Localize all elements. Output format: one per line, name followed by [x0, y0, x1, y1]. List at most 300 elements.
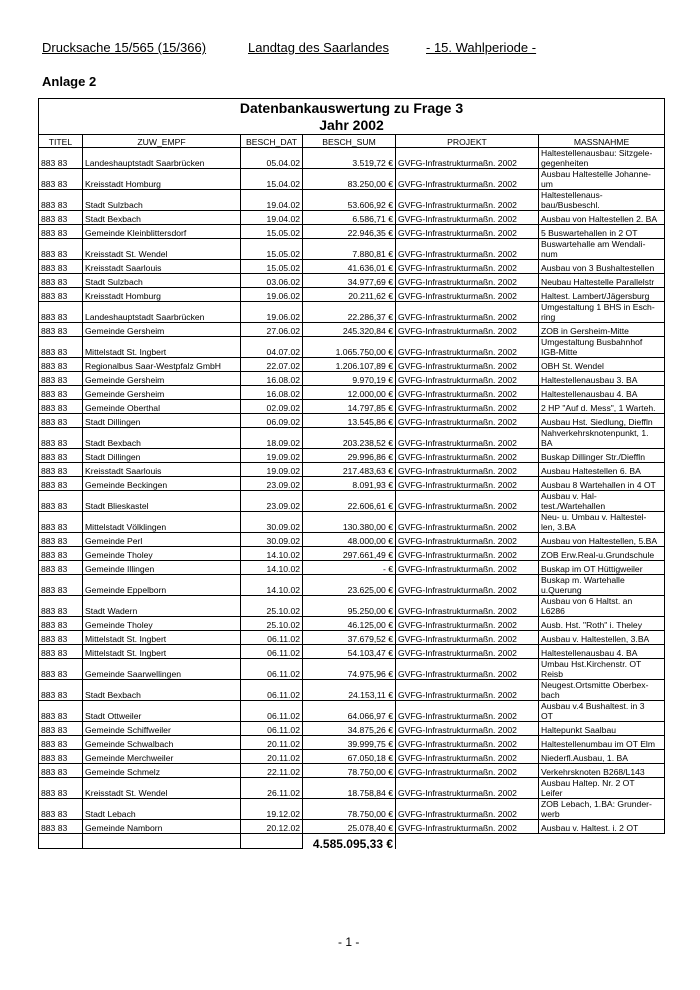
cell-empfaenger: Mittelstadt St. Ingbert	[83, 631, 241, 645]
cell-massnahme: Umbau Hst.Kirchenstr. OT Reisb	[539, 659, 665, 680]
cell-datum: 30.09.02	[241, 533, 303, 547]
cell-summe: 67.050,18 €	[303, 750, 396, 764]
cell-projekt: GVFG-Infrastrukturmaßn. 2002	[396, 596, 539, 617]
cell-summe: 25.078,40 €	[303, 820, 396, 834]
cell-summe: 14.797,85 €	[303, 400, 396, 414]
cell-titel: 883 83	[39, 463, 83, 477]
cell-summe: 9.970,19 €	[303, 372, 396, 386]
cell-massnahme: Niederfl.Ausbau, 1. BA	[539, 750, 665, 764]
header-period: - 15. Wahlperiode -	[426, 40, 537, 55]
total-sum: 4.585.095,33 €	[303, 834, 396, 849]
cell-summe: 54.103,47 €	[303, 645, 396, 659]
cell-projekt: GVFG-Infrastrukturmaßn. 2002	[396, 337, 539, 358]
table-row	[39, 722, 665, 736]
table-row	[39, 288, 665, 302]
cell-massnahme: OBH St. Wendel	[539, 358, 665, 372]
cell-empfaenger: Stadt Ottweiler	[83, 701, 241, 722]
cell-summe: 8.091,93 €	[303, 477, 396, 491]
cell-massnahme: Umgestaltung Busbahnhof IGB-Mitte	[539, 337, 665, 358]
cell-summe: 23.625,00 €	[303, 575, 396, 596]
cell-projekt: GVFG-Infrastrukturmaßn. 2002	[396, 225, 539, 239]
table-row	[39, 274, 665, 288]
table-row	[39, 617, 665, 631]
cell-summe: 34.977,69 €	[303, 274, 396, 288]
cell-projekt: GVFG-Infrastrukturmaßn. 2002	[396, 575, 539, 596]
cell-summe: 95.250,00 €	[303, 596, 396, 617]
cell-titel: 883 83	[39, 190, 83, 211]
cell-datum: 15.05.02	[241, 239, 303, 260]
cell-datum: 14.10.02	[241, 547, 303, 561]
cell-datum: 06.11.02	[241, 659, 303, 680]
table-row	[39, 302, 665, 323]
cell-titel: 883 83	[39, 575, 83, 596]
table-header-row	[39, 135, 665, 148]
total-blank-cell	[396, 834, 539, 849]
table-row	[39, 596, 665, 617]
cell-empfaenger: Kreisstadt St. Wendel	[83, 239, 241, 260]
cell-titel: 883 83	[39, 323, 83, 337]
cell-titel: 883 83	[39, 288, 83, 302]
cell-massnahme: Ausbau Haltestellen 6. BA	[539, 463, 665, 477]
cell-titel: 883 83	[39, 337, 83, 358]
table-row	[39, 764, 665, 778]
table-row	[39, 750, 665, 764]
cell-projekt: GVFG-Infrastrukturmaßn. 2002	[396, 428, 539, 449]
cell-projekt: GVFG-Infrastrukturmaßn. 2002	[396, 274, 539, 288]
cell-massnahme: ZOB Lebach, 1.BA: Grunder- werb	[539, 799, 665, 820]
cell-datum: 19.04.02	[241, 190, 303, 211]
cell-projekt: GVFG-Infrastrukturmaßn. 2002	[396, 631, 539, 645]
cell-titel: 883 83	[39, 750, 83, 764]
cell-datum: 16.08.02	[241, 386, 303, 400]
cell-datum: 19.09.02	[241, 449, 303, 463]
cell-datum: 14.10.02	[241, 561, 303, 575]
cell-empfaenger: Gemeinde Illingen	[83, 561, 241, 575]
table-row	[39, 337, 665, 358]
cell-datum: 18.09.02	[241, 428, 303, 449]
cell-titel: 883 83	[39, 449, 83, 463]
cell-massnahme: Haltestellenausbau: Sitzgele- gegenheiten	[539, 148, 665, 169]
cell-summe: 1.206.107,89 €	[303, 358, 396, 372]
cell-summe: 74.975,96 €	[303, 659, 396, 680]
cell-massnahme: Buskap Dillinger Str./Dieffln	[539, 449, 665, 463]
cell-titel: 883 83	[39, 778, 83, 799]
cell-empfaenger: Stadt Blieskastel	[83, 491, 241, 512]
cell-titel: 883 83	[39, 491, 83, 512]
cell-titel: 883 83	[39, 400, 83, 414]
cell-projekt: GVFG-Infrastrukturmaßn. 2002	[396, 323, 539, 337]
cell-summe: 203.238,52 €	[303, 428, 396, 449]
cell-empfaenger: Landeshauptstadt Saarbrücken	[83, 302, 241, 323]
cell-summe: 64.066,97 €	[303, 701, 396, 722]
table-row	[39, 323, 665, 337]
cell-projekt: GVFG-Infrastrukturmaßn. 2002	[396, 764, 539, 778]
cell-datum: 23.09.02	[241, 477, 303, 491]
cell-massnahme: Buskap m. Wartehalle u.Querung	[539, 575, 665, 596]
column-header: ZUW_EMPF	[83, 135, 241, 148]
cell-datum: 03.06.02	[241, 274, 303, 288]
cell-projekt: GVFG-Infrastrukturmaßn. 2002	[396, 820, 539, 834]
cell-datum: 19.06.02	[241, 288, 303, 302]
cell-summe: 78.750,00 €	[303, 764, 396, 778]
table-row	[39, 225, 665, 239]
cell-datum: 22.07.02	[241, 358, 303, 372]
cell-massnahme: Haltest. Lambert/Jägersburg	[539, 288, 665, 302]
cell-massnahme: Ausbau von 6 Haltst. an L6286	[539, 596, 665, 617]
cell-projekt: GVFG-Infrastrukturmaßn. 2002	[396, 736, 539, 750]
cell-empfaenger: Gemeinde Merchweiler	[83, 750, 241, 764]
cell-titel: 883 83	[39, 414, 83, 428]
cell-datum: 26.11.02	[241, 778, 303, 799]
cell-datum: 06.09.02	[241, 414, 303, 428]
cell-datum: 04.07.02	[241, 337, 303, 358]
table-row	[39, 190, 665, 211]
cell-titel: 883 83	[39, 428, 83, 449]
cell-empfaenger: Gemeinde Schwalbach	[83, 736, 241, 750]
cell-massnahme: Haltestellenausbau 4. BA	[539, 645, 665, 659]
table-row	[39, 372, 665, 386]
cell-empfaenger: Kreisstadt Homburg	[83, 169, 241, 190]
cell-projekt: GVFG-Infrastrukturmaßn. 2002	[396, 463, 539, 477]
cell-massnahme: 5 Buswartehallen in 2 OT	[539, 225, 665, 239]
cell-titel: 883 83	[39, 799, 83, 820]
cell-summe: - €	[303, 561, 396, 575]
cell-summe: 78.750,00 €	[303, 799, 396, 820]
cell-summe: 3.519,72 €	[303, 148, 396, 169]
cell-empfaenger: Gemeinde Kleinblittersdorf	[83, 225, 241, 239]
table-row	[39, 547, 665, 561]
cell-projekt: GVFG-Infrastrukturmaßn. 2002	[396, 211, 539, 225]
cell-empfaenger: Stadt Bexbach	[83, 211, 241, 225]
cell-titel: 883 83	[39, 617, 83, 631]
cell-datum: 27.06.02	[241, 323, 303, 337]
attachment-label: Anlage 2	[42, 74, 97, 89]
cell-empfaenger: Mittelstadt St. Ingbert	[83, 645, 241, 659]
cell-projekt: GVFG-Infrastrukturmaßn. 2002	[396, 477, 539, 491]
cell-massnahme: Ausbau von Haltestellen, 5.BA	[539, 533, 665, 547]
cell-massnahme: Buskap im OT Hüttigweiler	[539, 561, 665, 575]
table-row	[39, 491, 665, 512]
cell-datum: 20.12.02	[241, 820, 303, 834]
cell-titel: 883 83	[39, 302, 83, 323]
cell-projekt: GVFG-Infrastrukturmaßn. 2002	[396, 547, 539, 561]
cell-projekt: GVFG-Infrastrukturmaßn. 2002	[396, 491, 539, 512]
total-blank-cell	[241, 834, 303, 849]
total-row	[39, 834, 665, 849]
cell-datum: 06.11.02	[241, 680, 303, 701]
cell-massnahme: Nahverkehrsknotenpunkt, 1. BA	[539, 428, 665, 449]
cell-summe: 245.320,84 €	[303, 323, 396, 337]
cell-titel: 883 83	[39, 701, 83, 722]
cell-empfaenger: Stadt Bexbach	[83, 680, 241, 701]
cell-empfaenger: Gemeinde Gersheim	[83, 372, 241, 386]
cell-empfaenger: Gemeinde Gersheim	[83, 386, 241, 400]
cell-datum: 06.11.02	[241, 722, 303, 736]
cell-titel: 883 83	[39, 680, 83, 701]
cell-datum: 15.05.02	[241, 225, 303, 239]
cell-massnahme: Haltestellenumbau im OT Elm	[539, 736, 665, 750]
cell-projekt: GVFG-Infrastrukturmaßn. 2002	[396, 190, 539, 211]
cell-datum: 19.04.02	[241, 211, 303, 225]
header-doc-number: Drucksache 15/565 (15/366)	[42, 40, 207, 55]
cell-massnahme: Neugest.Ortsmitte Oberbex- bach	[539, 680, 665, 701]
cell-projekt: GVFG-Infrastrukturmaßn. 2002	[396, 358, 539, 372]
cell-summe: 130.380,00 €	[303, 512, 396, 533]
cell-empfaenger: Gemeinde Perl	[83, 533, 241, 547]
cell-projekt: GVFG-Infrastrukturmaßn. 2002	[396, 750, 539, 764]
cell-empfaenger: Gemeinde Namborn	[83, 820, 241, 834]
table-row	[39, 463, 665, 477]
cell-datum: 19.12.02	[241, 799, 303, 820]
cell-projekt: GVFG-Infrastrukturmaßn. 2002	[396, 302, 539, 323]
cell-projekt: GVFG-Infrastrukturmaßn. 2002	[396, 659, 539, 680]
cell-massnahme: Ausbau von 3 Bushaltestellen	[539, 260, 665, 274]
cell-massnahme: Umgestaltung 1 BHS in Esch- ring	[539, 302, 665, 323]
cell-massnahme: Ausbau v. Haltest. i. 2 OT	[539, 820, 665, 834]
cell-titel: 883 83	[39, 561, 83, 575]
cell-datum: 25.10.02	[241, 596, 303, 617]
cell-massnahme: 2 HP "Auf d. Mess", 1 Warteh.	[539, 400, 665, 414]
cell-projekt: GVFG-Infrastrukturmaßn. 2002	[396, 680, 539, 701]
cell-massnahme: Ausb. Hst. "Roth" i. Theley	[539, 617, 665, 631]
cell-massnahme: Haltestellenaus- bau/Busbeschl.	[539, 190, 665, 211]
cell-massnahme: ZOB in Gersheim-Mitte	[539, 323, 665, 337]
cell-titel: 883 83	[39, 260, 83, 274]
table-row	[39, 778, 665, 799]
header-parliament: Landtag des Saarlandes	[248, 40, 389, 55]
table-row	[39, 148, 665, 169]
cell-titel: 883 83	[39, 386, 83, 400]
cell-datum: 15.05.02	[241, 260, 303, 274]
cell-summe: 18.758,84 €	[303, 778, 396, 799]
cell-titel: 883 83	[39, 645, 83, 659]
cell-summe: 7.880,81 €	[303, 239, 396, 260]
cell-datum: 20.11.02	[241, 736, 303, 750]
cell-projekt: GVFG-Infrastrukturmaßn. 2002	[396, 148, 539, 169]
cell-summe: 20.211,62 €	[303, 288, 396, 302]
table-row	[39, 260, 665, 274]
cell-projekt: GVFG-Infrastrukturmaßn. 2002	[396, 288, 539, 302]
cell-massnahme: Ausbau v. Hal- test./Wartehallen	[539, 491, 665, 512]
cell-empfaenger: Kreisstadt St. Wendel	[83, 778, 241, 799]
cell-empfaenger: Gemeinde Tholey	[83, 547, 241, 561]
cell-massnahme: Ausbau von Haltestellen 2. BA	[539, 211, 665, 225]
cell-datum: 19.06.02	[241, 302, 303, 323]
cell-titel: 883 83	[39, 659, 83, 680]
cell-summe: 12.000,00 €	[303, 386, 396, 400]
cell-empfaenger: Stadt Lebach	[83, 799, 241, 820]
cell-empfaenger: Landeshauptstadt Saarbrücken	[83, 148, 241, 169]
cell-titel: 883 83	[39, 547, 83, 561]
table-row	[39, 701, 665, 722]
cell-summe: 41.636,01 €	[303, 260, 396, 274]
cell-empfaenger: Mittelstadt Völklingen	[83, 512, 241, 533]
cell-projekt: GVFG-Infrastrukturmaßn. 2002	[396, 414, 539, 428]
cell-datum: 20.11.02	[241, 750, 303, 764]
cell-summe: 53.606,92 €	[303, 190, 396, 211]
cell-summe: 24.153,11 €	[303, 680, 396, 701]
cell-datum: 15.04.02	[241, 169, 303, 190]
cell-datum: 25.10.02	[241, 617, 303, 631]
cell-datum: 06.11.02	[241, 645, 303, 659]
cell-summe: 48.000,00 €	[303, 533, 396, 547]
cell-datum: 14.10.02	[241, 575, 303, 596]
cell-titel: 883 83	[39, 225, 83, 239]
cell-datum: 02.09.02	[241, 400, 303, 414]
cell-titel: 883 83	[39, 372, 83, 386]
table-row	[39, 358, 665, 372]
table-row	[39, 575, 665, 596]
cell-summe: 34.875,26 €	[303, 722, 396, 736]
cell-empfaenger: Gemeinde Eppelborn	[83, 575, 241, 596]
cell-empfaenger: Gemeinde Schmelz	[83, 764, 241, 778]
cell-projekt: GVFG-Infrastrukturmaßn. 2002	[396, 799, 539, 820]
cell-projekt: GVFG-Infrastrukturmaßn. 2002	[396, 533, 539, 547]
cell-titel: 883 83	[39, 764, 83, 778]
cell-projekt: GVFG-Infrastrukturmaßn. 2002	[396, 372, 539, 386]
cell-massnahme: Haltestellenausbau 3. BA	[539, 372, 665, 386]
cell-titel: 883 83	[39, 631, 83, 645]
cell-summe: 39.999,75 €	[303, 736, 396, 750]
cell-projekt: GVFG-Infrastrukturmaßn. 2002	[396, 386, 539, 400]
table-row	[39, 414, 665, 428]
table-row	[39, 428, 665, 449]
table-row	[39, 400, 665, 414]
cell-titel: 883 83	[39, 596, 83, 617]
table-title: Datenbankauswertung zu Frage 3	[39, 99, 665, 118]
cell-massnahme: Ausbau Haltestelle Johanne- um	[539, 169, 665, 190]
cell-empfaenger: Kreisstadt Homburg	[83, 288, 241, 302]
table-row	[39, 799, 665, 820]
total-blank-cell	[83, 834, 241, 849]
cell-massnahme: Ausbau Hst. Siedlung, Dieffln	[539, 414, 665, 428]
table-row	[39, 477, 665, 491]
cell-empfaenger: Stadt Sulzbach	[83, 274, 241, 288]
cell-empfaenger: Stadt Dillingen	[83, 449, 241, 463]
cell-summe: 22.286,37 €	[303, 302, 396, 323]
page-number: - 1 -	[338, 935, 360, 949]
cell-projekt: GVFG-Infrastrukturmaßn. 2002	[396, 701, 539, 722]
cell-datum: 23.09.02	[241, 491, 303, 512]
table-row	[39, 449, 665, 463]
cell-massnahme: Neu- u. Umbau v. Haltestel- len, 3.BA	[539, 512, 665, 533]
column-header: BESCH_DAT	[241, 135, 303, 148]
cell-empfaenger: Stadt Wadern	[83, 596, 241, 617]
cell-empfaenger: Gemeinde Tholey	[83, 617, 241, 631]
cell-projekt: GVFG-Infrastrukturmaßn. 2002	[396, 617, 539, 631]
cell-massnahme: Ausbau v.4 Bushaltest. in 3 OT	[539, 701, 665, 722]
cell-titel: 883 83	[39, 148, 83, 169]
cell-projekt: GVFG-Infrastrukturmaßn. 2002	[396, 449, 539, 463]
cell-datum: 19.09.02	[241, 463, 303, 477]
table-row	[39, 169, 665, 190]
cell-massnahme: Ausbau v. Haltestellen, 3.BA	[539, 631, 665, 645]
table-row	[39, 561, 665, 575]
table-row	[39, 533, 665, 547]
table-row	[39, 386, 665, 400]
cell-datum: 16.08.02	[241, 372, 303, 386]
cell-empfaenger: Regionalbus Saar-Westpfalz GmbH	[83, 358, 241, 372]
cell-projekt: GVFG-Infrastrukturmaßn. 2002	[396, 778, 539, 799]
cell-massnahme: Ausbau Haltep. Nr. 2 OT Leifer	[539, 778, 665, 799]
cell-empfaenger: Stadt Dillingen	[83, 414, 241, 428]
cell-empfaenger: Gemeinde Saarwellingen	[83, 659, 241, 680]
cell-empfaenger: Kreisstadt Saarlouis	[83, 463, 241, 477]
total-blank-cell	[39, 834, 83, 849]
cell-summe: 46.125,00 €	[303, 617, 396, 631]
table-row	[39, 680, 665, 701]
cell-empfaenger: Gemeinde Schiffweiler	[83, 722, 241, 736]
cell-empfaenger: Gemeinde Gersheim	[83, 323, 241, 337]
cell-empfaenger: Stadt Sulzbach	[83, 190, 241, 211]
cell-titel: 883 83	[39, 820, 83, 834]
cell-titel: 883 83	[39, 211, 83, 225]
column-header: BESCH_SUM	[303, 135, 396, 148]
cell-titel: 883 83	[39, 512, 83, 533]
cell-massnahme: ZOB Erw.Real-u.Grundschule	[539, 547, 665, 561]
cell-massnahme: Verkehrsknoten B268/L143	[539, 764, 665, 778]
table-row	[39, 211, 665, 225]
table-subtitle: Jahr 2002	[39, 117, 665, 135]
cell-massnahme: Buswartehalle am Wendali- num	[539, 239, 665, 260]
cell-summe: 22.606,61 €	[303, 491, 396, 512]
table-row	[39, 645, 665, 659]
cell-datum: 06.11.02	[241, 701, 303, 722]
cell-datum: 05.04.02	[241, 148, 303, 169]
cell-projekt: GVFG-Infrastrukturmaßn. 2002	[396, 645, 539, 659]
cell-massnahme: Haltepunkt Saalbau	[539, 722, 665, 736]
cell-datum: 30.09.02	[241, 512, 303, 533]
cell-empfaenger: Gemeinde Oberthal	[83, 400, 241, 414]
table-row	[39, 239, 665, 260]
cell-datum: 22.11.02	[241, 764, 303, 778]
cell-titel: 883 83	[39, 274, 83, 288]
cell-massnahme: Haltestellenausbau 4. BA	[539, 386, 665, 400]
cell-massnahme: Ausbau 8 Wartehallen in 4 OT	[539, 477, 665, 491]
cell-summe: 217.483,63 €	[303, 463, 396, 477]
cell-summe: 1.065.750,00 €	[303, 337, 396, 358]
cell-projekt: GVFG-Infrastrukturmaßn. 2002	[396, 512, 539, 533]
cell-summe: 83.250,00 €	[303, 169, 396, 190]
table-row	[39, 659, 665, 680]
cell-projekt: GVFG-Infrastrukturmaßn. 2002	[396, 239, 539, 260]
cell-titel: 883 83	[39, 358, 83, 372]
cell-empfaenger: Stadt Bexbach	[83, 428, 241, 449]
cell-projekt: GVFG-Infrastrukturmaßn. 2002	[396, 169, 539, 190]
cell-projekt: GVFG-Infrastrukturmaßn. 2002	[396, 722, 539, 736]
cell-summe: 13.545,86 €	[303, 414, 396, 428]
column-header: MASSNAHME	[539, 135, 665, 148]
table-row	[39, 512, 665, 533]
cell-summe: 37.679,52 €	[303, 631, 396, 645]
total-blank-cell	[539, 834, 665, 849]
cell-titel: 883 83	[39, 736, 83, 750]
table-row	[39, 736, 665, 750]
cell-projekt: GVFG-Infrastrukturmaßn. 2002	[396, 400, 539, 414]
cell-titel: 883 83	[39, 169, 83, 190]
cell-empfaenger: Mittelstadt St. Ingbert	[83, 337, 241, 358]
cell-summe: 6.586,71 €	[303, 211, 396, 225]
table-row	[39, 820, 665, 834]
cell-titel: 883 83	[39, 477, 83, 491]
cell-massnahme: Neubau Haltestelle Parallelstr	[539, 274, 665, 288]
cell-summe: 29.996,86 €	[303, 449, 396, 463]
cell-summe: 22.946,35 €	[303, 225, 396, 239]
column-header: PROJEKT	[396, 135, 539, 148]
cell-titel: 883 83	[39, 722, 83, 736]
cell-projekt: GVFG-Infrastrukturmaßn. 2002	[396, 561, 539, 575]
data-table	[38, 98, 665, 849]
